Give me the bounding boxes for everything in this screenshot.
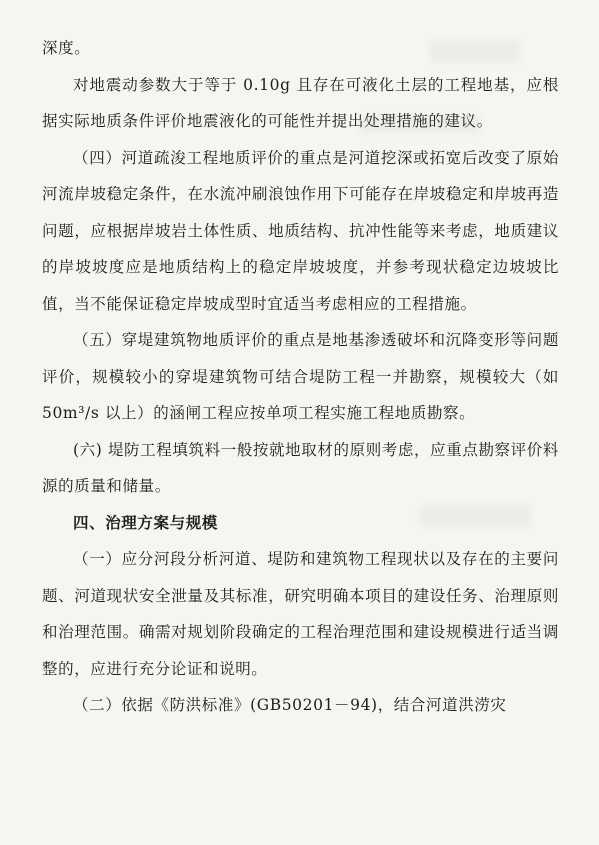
- paragraph-liquefaction: 对地震动参数大于等于 0.10g 且存在可液化土层的工程地基，应根据实际地质条件评价地震液化的可能性并提出处理措施的建议。: [42, 75, 559, 130]
- paragraph-river-analysis: （一）应分河段分析河道、堤防和建筑物工程现状以及存在的主要问题、河道现状安全泄量及其标准，研究明确本项目的建设任务、治理原则和治理范围。确需对规划阶段确定的工程治理范围和建设规模进行适当调整的，应进行充分论证和说明。: [42, 550, 559, 678]
- paragraph-fill-material: (六) 堤防工程填筑料一般按就地取材的原则考虑，应重点勘察评价料源的质量和储量。: [42, 440, 559, 495]
- paragraph-dredging: （四）河道疏浚工程地质评价的重点是河道挖深或拓宽后改变了原始河流岸坡稳定条件，在水流冲刷浪蚀作用下可能存在岸坡稳定和岸坡再造问题，应根据岸坡岩土体性质、地质结构、抗冲性能等来考虑，地质建议的岸坡坡度应是地质结构上的稳定岸坡坡度，并参考现状稳定边坡坡比值，当不能保证稳定岸坡成型时宜适当考虑相应的工程措施。: [42, 148, 559, 313]
- paragraph-levee-crossing: （五）穿堤建筑物地质评价的重点是地基渗透破坏和沉降变形等问题评价，规模较小的穿堤建筑物可结合堤防工程一并勘察，规模较大（如 50m³/s 以上）的涵闸工程应按单项工程实施工程地质勘察。: [42, 331, 559, 422]
- paragraph-depth: 深度。: [42, 39, 91, 57]
- section-heading: 四、治理方案与规模: [73, 513, 218, 532]
- paragraph-flood-standard: （二）依据《防洪标准》(GB50201－94)，结合河道洪涝灾: [73, 696, 507, 714]
